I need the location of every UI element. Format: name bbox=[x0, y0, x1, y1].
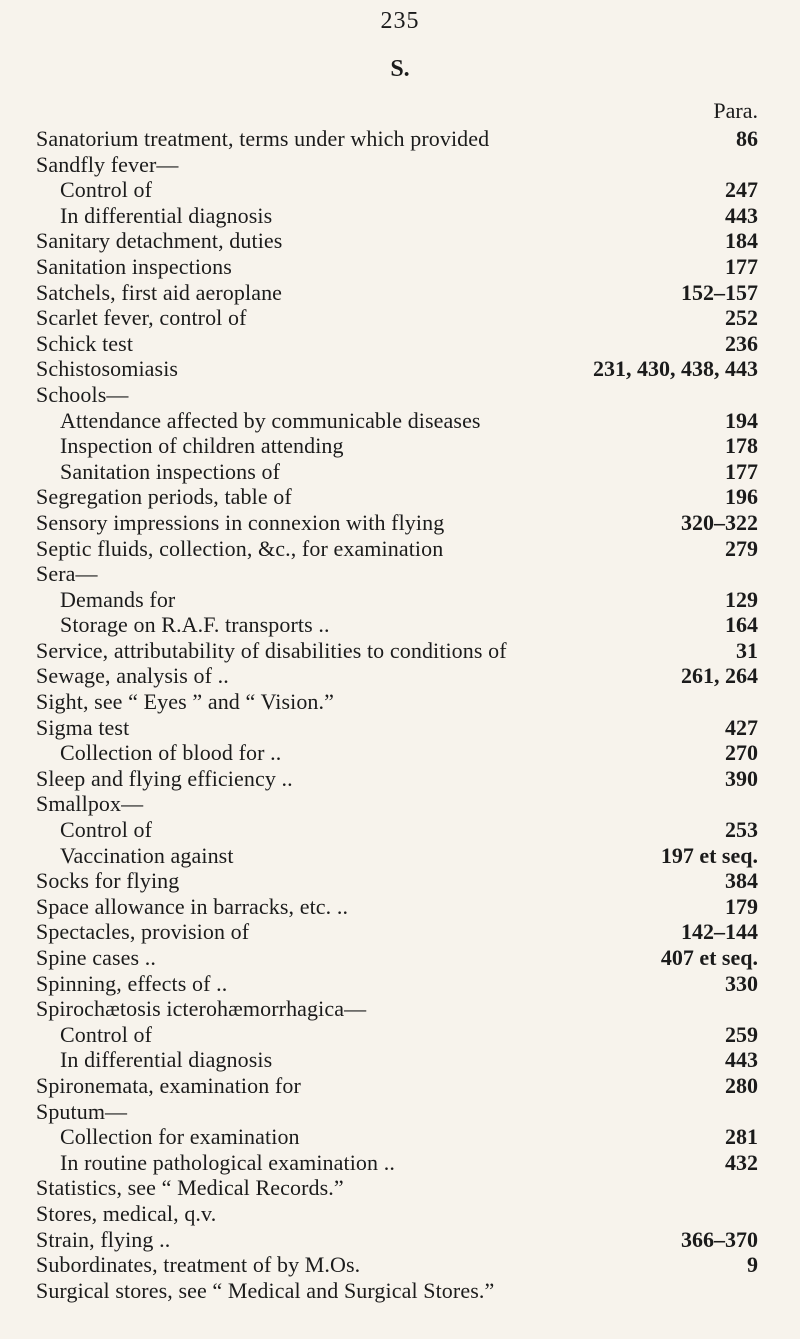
index-entry bbox=[36, 791, 758, 817]
entry-term: In differential diagnosis bbox=[60, 202, 273, 228]
entry-paragraph-ref: 197 et seq. bbox=[655, 843, 758, 869]
index-entry bbox=[36, 612, 758, 638]
entry-paragraph-ref: 152–157 bbox=[675, 280, 758, 306]
entry-paragraph-ref: 432 bbox=[719, 1150, 758, 1176]
entry-term: Strain, flying .. bbox=[36, 1226, 171, 1252]
entry-paragraph-ref: 178 bbox=[719, 433, 758, 459]
entry-term: Sight, see “ Eyes ” and “ Vision.” bbox=[36, 689, 334, 715]
index-entry bbox=[36, 203, 758, 229]
index-entry bbox=[36, 177, 758, 203]
entry-paragraph-ref: 390 bbox=[719, 766, 758, 792]
entry-term: Sensory impressions in connexion with flying bbox=[36, 509, 445, 535]
index-entry bbox=[36, 305, 758, 331]
index-entry bbox=[36, 1201, 758, 1227]
index-entry bbox=[36, 536, 758, 562]
index-entry bbox=[36, 1099, 758, 1125]
entry-paragraph-ref: 184 bbox=[719, 228, 758, 254]
index-entry bbox=[36, 663, 758, 689]
entry-paragraph-ref: 177 bbox=[719, 459, 758, 485]
index-entry bbox=[36, 228, 758, 254]
index-entry bbox=[36, 561, 758, 587]
entry-term: Schistosomiasis bbox=[36, 356, 179, 382]
entry-term: Collection for examination bbox=[60, 1124, 300, 1150]
index-entry bbox=[36, 1227, 758, 1253]
index-entry bbox=[36, 1022, 758, 1048]
entry-term: Sewage, analysis of .. bbox=[36, 663, 229, 689]
index-entry bbox=[36, 1073, 758, 1099]
entry-paragraph-ref: 280 bbox=[719, 1073, 758, 1099]
entry-term: Stores, medical, q.v. bbox=[36, 1200, 217, 1226]
entry-term: Demands for bbox=[60, 586, 176, 612]
index-entry bbox=[36, 382, 758, 408]
entry-term: Segregation periods, table of bbox=[36, 484, 292, 510]
entry-paragraph-ref: 194 bbox=[719, 408, 758, 434]
entry-term: Socks for flying bbox=[36, 868, 180, 894]
entry-term: Space allowance in barracks, etc. .. bbox=[36, 893, 349, 919]
entry-paragraph-ref: 443 bbox=[719, 1047, 758, 1073]
index-entry bbox=[36, 280, 758, 306]
entry-paragraph-ref: 129 bbox=[719, 587, 758, 613]
entry-term: Control of bbox=[60, 177, 153, 203]
index-entry bbox=[36, 919, 758, 945]
entry-term: Sanitation inspections bbox=[36, 253, 232, 279]
entry-paragraph-ref: 236 bbox=[719, 331, 758, 357]
entry-paragraph-ref: 142–144 bbox=[675, 919, 758, 945]
entry-paragraph-ref: 164 bbox=[719, 612, 758, 638]
entry-term: Smallpox— bbox=[36, 791, 144, 817]
entry-term: Sanitary detachment, duties bbox=[36, 228, 283, 254]
index-entry bbox=[36, 254, 758, 280]
entry-term: Spine cases .. bbox=[36, 945, 156, 970]
index-entry bbox=[36, 1278, 758, 1304]
index-entry bbox=[36, 996, 758, 1022]
entry-paragraph-ref: 270 bbox=[719, 740, 758, 766]
index-entry bbox=[36, 971, 758, 997]
entry-term: Subordinates, treatment of by M.Os. bbox=[36, 1252, 361, 1278]
index-entry bbox=[36, 459, 758, 485]
entry-term: Sanatorium treatment, terms under which provided bbox=[36, 126, 490, 151]
entry-term: Satchels, first aid aeroplane bbox=[36, 279, 283, 305]
entry-paragraph-ref: 279 bbox=[719, 536, 758, 562]
entry-paragraph-ref: 259 bbox=[719, 1022, 758, 1048]
entry-term: Scarlet fever, control of bbox=[36, 305, 247, 331]
entry-term: Statistics, see “ Medical Records.” bbox=[36, 1175, 344, 1201]
index-entry bbox=[36, 945, 758, 971]
index-entry bbox=[36, 689, 758, 715]
index-entry bbox=[36, 510, 758, 536]
entry-term: Sigma test bbox=[36, 714, 130, 740]
index-entry bbox=[36, 817, 758, 843]
index-entry bbox=[36, 484, 758, 510]
index-entry bbox=[36, 356, 758, 382]
index-entry bbox=[36, 433, 758, 459]
entry-paragraph-ref: 443 bbox=[719, 203, 758, 229]
entry-term: Spectacles, provision of bbox=[36, 919, 250, 945]
index-entry bbox=[36, 638, 758, 664]
index-entry bbox=[36, 1150, 758, 1176]
index-entry bbox=[36, 715, 758, 741]
entry-term: Collection of blood for .. bbox=[60, 740, 282, 766]
entry-paragraph-ref: 427 bbox=[719, 715, 758, 741]
entry-paragraph-ref: 366–370 bbox=[675, 1227, 758, 1253]
entry-term: Service, attributability of disabilities to conditions of bbox=[36, 637, 507, 663]
entry-term: Sanitation inspections of bbox=[60, 458, 281, 484]
entry-term: Inspection of children attending bbox=[60, 433, 344, 459]
index-entry bbox=[36, 408, 758, 434]
entry-paragraph-ref: 9 bbox=[741, 1252, 758, 1278]
entry-term: Schools— bbox=[36, 381, 129, 407]
entry-term: Spirochætosis icterohæmorrhagica— bbox=[36, 996, 367, 1022]
entry-term: Control of bbox=[60, 817, 153, 843]
entry-term: Sleep and flying efficiency .. bbox=[36, 765, 293, 791]
entry-paragraph-ref: 31 bbox=[730, 638, 758, 664]
index-entry bbox=[36, 740, 758, 766]
entry-paragraph-ref: 177 bbox=[719, 254, 758, 280]
entry-term: Sputum— bbox=[36, 1098, 128, 1124]
index-entry bbox=[36, 894, 758, 920]
entry-term: In routine pathological examination .. bbox=[60, 1149, 395, 1175]
entry-term: Schick test bbox=[36, 330, 134, 356]
entry-paragraph-ref: 86 bbox=[730, 126, 758, 152]
index-entry bbox=[36, 1124, 758, 1150]
index-entry bbox=[36, 587, 758, 613]
index-entry bbox=[36, 1252, 758, 1278]
index-entry bbox=[36, 1047, 758, 1073]
index-entry bbox=[36, 331, 758, 357]
entry-term: Spironemata, examination for bbox=[36, 1072, 301, 1098]
entry-term: Control of bbox=[60, 1021, 153, 1047]
entry-term: Spinning, effects of .. bbox=[36, 970, 228, 996]
entry-paragraph-ref: 252 bbox=[719, 305, 758, 331]
entry-paragraph-ref: 247 bbox=[719, 177, 758, 203]
entry-term: Sera— bbox=[36, 561, 98, 587]
entry-paragraph-ref: 196 bbox=[719, 484, 758, 510]
entry-paragraph-ref: 253 bbox=[719, 817, 758, 843]
page-number: 235 bbox=[380, 8, 420, 34]
entry-paragraph-ref: 320–322 bbox=[675, 510, 758, 536]
entry-paragraph-ref: 231, 430, 438, 443 bbox=[587, 356, 758, 382]
para-column-header: Para. bbox=[713, 98, 758, 123]
entry-paragraph-ref: 281 bbox=[719, 1124, 758, 1150]
entry-term: Surgical stores, see “ Medical and Surgical Stores.” bbox=[36, 1277, 495, 1303]
index-entry bbox=[36, 152, 758, 178]
entry-term: Storage on R.A.F. transports .. bbox=[60, 612, 330, 638]
index-entry bbox=[36, 843, 758, 869]
entry-paragraph-ref: 179 bbox=[719, 894, 758, 920]
entry-paragraph-ref: 407 et seq. bbox=[655, 945, 758, 971]
entry-paragraph-ref: 384 bbox=[719, 868, 758, 894]
index-entry bbox=[36, 126, 758, 152]
section-letter: S. bbox=[390, 56, 410, 82]
entry-paragraph-ref: 330 bbox=[719, 971, 758, 997]
entry-term: Septic fluids, collection, &c., for examination bbox=[36, 535, 444, 561]
index-entry bbox=[36, 766, 758, 792]
entry-term: Attendance affected by communicable diseases bbox=[60, 407, 481, 433]
entry-paragraph-ref: 261, 264 bbox=[675, 663, 758, 689]
index-entry bbox=[36, 868, 758, 894]
index-entry bbox=[36, 1175, 758, 1201]
entry-term: In differential diagnosis bbox=[60, 1047, 273, 1073]
index-list bbox=[36, 126, 758, 1303]
entry-term: Sandfly fever— bbox=[36, 151, 179, 177]
entry-term: Vaccination against bbox=[60, 842, 234, 868]
